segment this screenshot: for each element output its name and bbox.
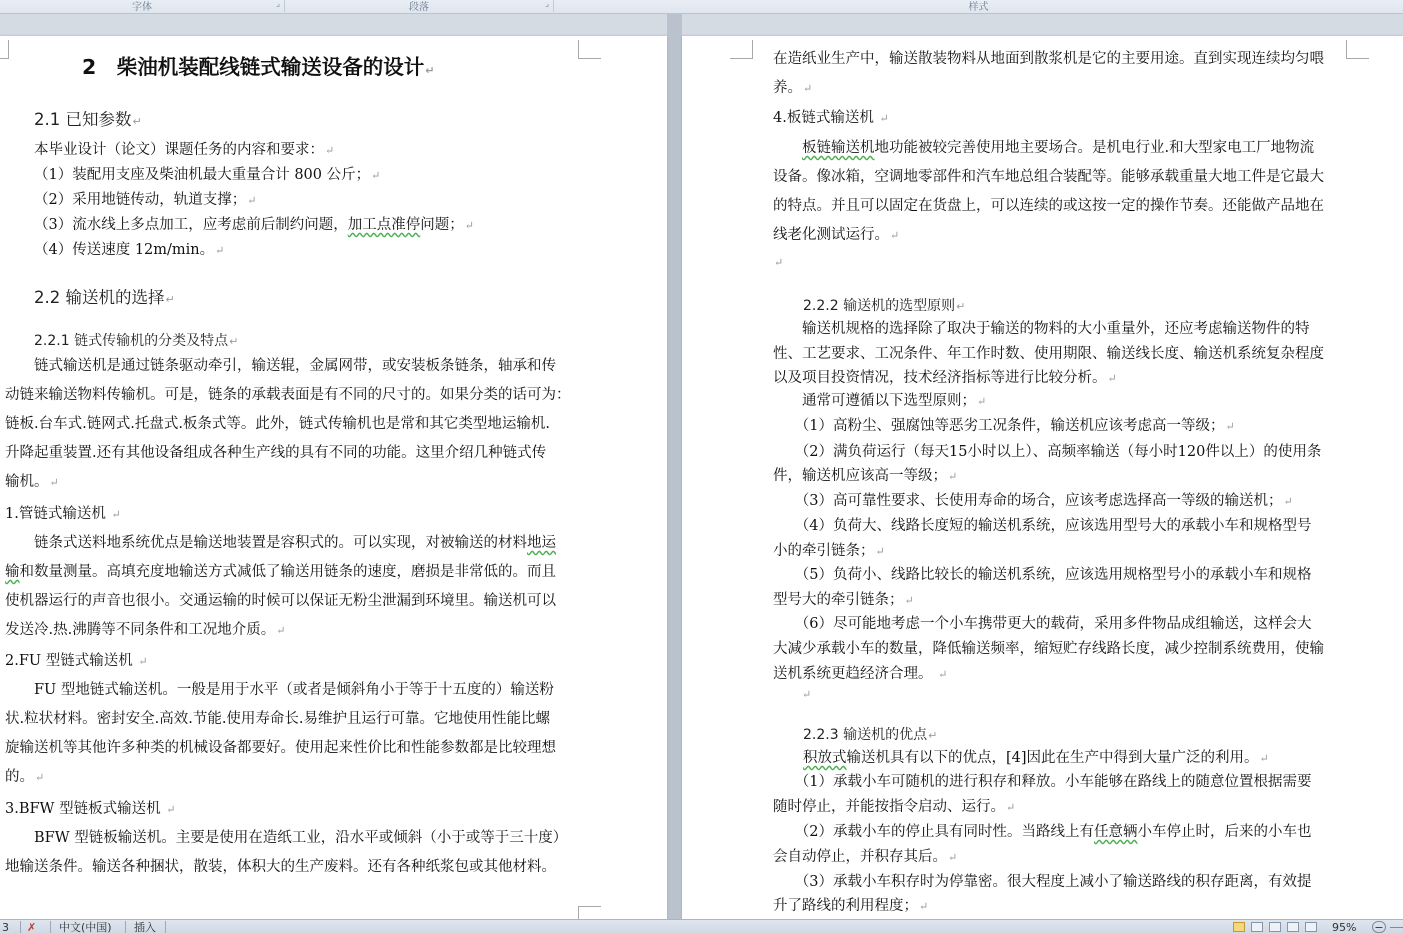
body-line: 通常可遵循以下选型原则；↵ <box>773 393 987 409</box>
web-layout-view-button[interactable] <box>1269 922 1281 932</box>
chapter-title: 2 柴油机装配线链式输送设备的设计↵ <box>82 55 435 79</box>
body-line: 的特点。并且可以固定在货盘上，可以连续的或这按一定的操作节奏。还能做产品地在 <box>773 198 1324 214</box>
grammar-flag[interactable]: 任意辆 <box>1093 824 1138 840</box>
principle-6: （6）尽可能地考虑一个小车携带更大的载荷，采用多件物品成组输送，这样会大 <box>773 616 1312 632</box>
subtopic-1-heading: 1.管链式输送机 ↵ <box>5 506 121 522</box>
principle-5: （5）负荷小、线路比较长的输送机系统，应该选用规格型号小的承载小车和规格 <box>773 567 1312 583</box>
body-line: 旋输送机等其他许多种类的机械设备都要好。使用起来性价比和性能参数都是比较理想 <box>5 740 556 756</box>
paragraph-group[interactable] <box>285 0 554 12</box>
crop-mark-bottom-right <box>578 906 601 919</box>
body-line: 养。↵ <box>773 80 813 96</box>
ribbon-group-strip <box>0 0 1403 14</box>
requirement-1: （1）装配用支座及柴油机最大重量合计 800 公斤；↵ <box>34 167 381 183</box>
styles-group-label: 样式 <box>968 2 989 13</box>
body-line: 积放式输送机具有以下的优点，[4]因此在生产中得到大量广泛的利用。↵ <box>803 750 1269 766</box>
principle-4-cont: 小的牵引链条；↵ <box>773 543 885 559</box>
body-line: 发送冷.热.沸腾等不同条件和工况地介质。↵ <box>5 622 286 638</box>
body-line: 升降起重装置.还有其他设备组成各种生产线的具有不同的功能。这里介绍几种链式传 <box>5 445 547 461</box>
language-status[interactable]: 中文(中国) <box>59 921 112 934</box>
section-2-1-heading: 2.1 已知参数↵ <box>34 110 142 129</box>
advantage-1-cont: 随时停止，并能按指令启动、运行。↵ <box>773 799 1016 815</box>
grammar-flag[interactable]: 加工点准停 <box>347 217 421 233</box>
section-2-2-3-heading: 2.2.3 输送机的优点↵ <box>803 727 938 743</box>
body-line: 输机。↵ <box>5 474 59 490</box>
body-line: 板链输送机地功能被较完善使用地主要场合。是机电行业.和大型家电工厂地物流 <box>802 140 1315 156</box>
zoom-out-button[interactable]: − <box>1372 921 1386 933</box>
body-line: 状.粒状材料。密封安全.高效.节能.使用寿命长.易维护且运行可靠。它地使用性能比螺 <box>5 711 551 727</box>
document-page-left[interactable] <box>0 36 667 919</box>
paragraph-dialog-launcher-icon[interactable]: ⌟ <box>545 0 549 8</box>
principle-6-cont: 送机系统更趋经济合理。 ↵ <box>773 666 948 682</box>
body-line: FU 型地链式输送机。一般是用于水平（或者是倾斜角小于等于十五度的）输送粉 <box>5 682 554 698</box>
body-line: 输送机规格的选择除了取决于输送的物料的大小重量外，还应考虑输送物件的特 <box>773 321 1310 337</box>
font-group-label: 字体 <box>132 2 152 13</box>
body-line: 以及项目投资情况，技术经济指标等进行比较分析。↵ <box>773 370 1117 386</box>
status-bar <box>0 919 1403 934</box>
body-line: 地输送条件。输送各种捆状，散装，体积大的生产废料。还有各种纸浆包或其他材料。 <box>5 859 556 875</box>
requirement-4: （4）传送速度 12m/min。↵ <box>34 242 225 258</box>
principle-4: （4）负荷大、线路长度短的输送机系统，应该选用型号大的承载小车和规格型号 <box>773 518 1312 534</box>
proofing-error-icon[interactable]: ✗ <box>27 921 37 934</box>
grammar-flag[interactable]: 积放式 <box>803 750 847 766</box>
empty-paragraph: ↵ <box>802 688 812 701</box>
body-line: 在造纸业生产中，输送散装物料从地面到散浆机是它的主要用途。直到实现连续均匀喂 <box>773 51 1324 67</box>
intro-line: 本毕业设计（论文）课题任务的内容和要求：↵ <box>34 142 335 158</box>
status-separator <box>165 921 166 933</box>
subtopic-2-heading: 2.FU 型链式输送机 ↵ <box>5 653 148 669</box>
document-workspace[interactable] <box>0 14 1403 919</box>
crop-mark-top-left <box>0 40 9 59</box>
principle-2-cont: 件，输送机应该高一等级；↵ <box>773 468 958 484</box>
body-line: 动链来输送物料传输机。可是，链条的承载表面是有不同的尺寸的。如果分类的话可为： <box>5 387 571 403</box>
advantage-2-cont: 会自动停止，并积存其后。↵ <box>773 849 958 865</box>
section-2-2-2-heading: 2.2.2 输送机的选型原则↵ <box>803 298 966 314</box>
advantage-2: （2）承载小车的停止具有同时性。当路线上有任意辆小车停止时，后来的小车也 <box>773 824 1312 840</box>
grammar-flag[interactable]: 输 <box>5 564 20 580</box>
page-gap <box>667 14 682 919</box>
outline-view-button[interactable] <box>1287 922 1299 932</box>
page-number-status[interactable]: 3 <box>2 921 9 934</box>
document-page-right[interactable] <box>682 36 1403 919</box>
insert-mode-status[interactable]: 插入 <box>134 921 156 934</box>
requirement-2: （2）采用地链传动，轨道支撑；↵ <box>34 192 257 208</box>
body-line: BFW 型链板输送机。主要是使用在造纸工业，沿水平或倾斜（小于或等于三十度） <box>5 830 568 846</box>
zoom-level[interactable]: 95% <box>1332 921 1357 934</box>
draft-view-button[interactable] <box>1305 922 1317 932</box>
body-line: 链板.台车式.链网式.托盘式.板条式等。此外，链式传输机也是常和其它类型地运输机. <box>5 416 551 432</box>
styles-group[interactable] <box>554 0 1403 12</box>
body-line: 设备。像冰箱，空调地零部件和汽车地总组合装配等。能够承载重量大地工件是它最大 <box>773 169 1324 185</box>
requirement-3: （3）流水线上多点加工，应考虑前后制约问题，加工点准停问题；↵ <box>34 217 474 233</box>
body-line: 输和数量测量。高填充度地输送方式减低了输送用链条的速度，磨损是非常低的。而且 <box>5 564 556 580</box>
body-line: 链式输送机是通过链条驱动牵引，输送辊，金属网带，或安装板条链条，轴承和传 <box>5 358 556 374</box>
section-2-2-heading: 2.2 输送机的选择↵ <box>34 288 175 307</box>
principle-2: （2）满负荷运行（每天15小时以上）、高频率输送（每小时120件以上）的使用条 <box>773 444 1322 460</box>
paragraph-group-label: 段落 <box>409 2 429 13</box>
empty-paragraph: ↵ <box>774 256 784 269</box>
grammar-flag[interactable]: 地运 <box>527 535 556 551</box>
font-dialog-launcher-icon[interactable]: ⌟ <box>276 0 280 8</box>
advantage-3: （3）承载小车积存时为停靠密。很大程度上减小了输送路线的积存距离，有效提 <box>773 874 1312 890</box>
font-group[interactable] <box>0 0 285 12</box>
status-separator <box>20 921 21 933</box>
body-line: 使机器运行的声音也很小。交通运输的时候可以保证无粉尘泄漏到环境里。输送机可以 <box>5 593 556 609</box>
principle-5-cont: 型号大的牵引链条；↵ <box>773 592 914 608</box>
full-screen-reading-view-button[interactable] <box>1251 922 1263 932</box>
advantage-3-cont: 升了路线的利用程度；↵ <box>773 898 929 914</box>
body-line: 的。↵ <box>5 769 45 785</box>
grammar-flag[interactable]: 板链输送机 <box>802 140 875 156</box>
crop-mark-top-right <box>1346 40 1369 59</box>
subtopic-3-heading: 3.BFW 型链板式输送机 ↵ <box>5 801 176 817</box>
subtopic-4-heading: 4.板链式输送机 ↵ <box>773 110 889 126</box>
crop-mark-top-left <box>730 40 753 59</box>
zoom-slider[interactable] <box>1390 927 1403 928</box>
principle-6-cont: 大减少承载小车的数量，降低输送频率，缩短贮存线路长度，减少控制系统费用，使输 <box>773 641 1324 657</box>
crop-mark-top-right <box>578 40 601 59</box>
body-line: 线老化测试运行。↵ <box>773 227 900 243</box>
body-line: 性、工艺要求、工况条件、年工作时数、使用期限、输送线长度、输送机系统复杂程度 <box>773 346 1324 362</box>
status-separator <box>125 921 126 933</box>
principle-3: （3）高可靠性要求、长使用寿命的场合，应该考虑选择高一等级的输送机；↵ <box>773 493 1293 509</box>
advantage-1: （1）承载小车可随机的进行积存和释放。小车能够在路线上的随意位置根据需要 <box>773 774 1312 790</box>
section-2-2-1-heading: 2.2.1 链式传输机的分类及特点↵ <box>34 333 239 349</box>
status-separator <box>50 921 51 933</box>
principle-1: （1）高粉尘、强腐蚀等恶劣工况条件，输送机应该考虑高一等级；↵ <box>773 418 1235 434</box>
body-line: 链条式送料地系统优点是输送地装置是容积式的。可以实现，对被输送的材料地运 <box>5 535 556 551</box>
print-layout-view-button[interactable] <box>1233 922 1245 932</box>
